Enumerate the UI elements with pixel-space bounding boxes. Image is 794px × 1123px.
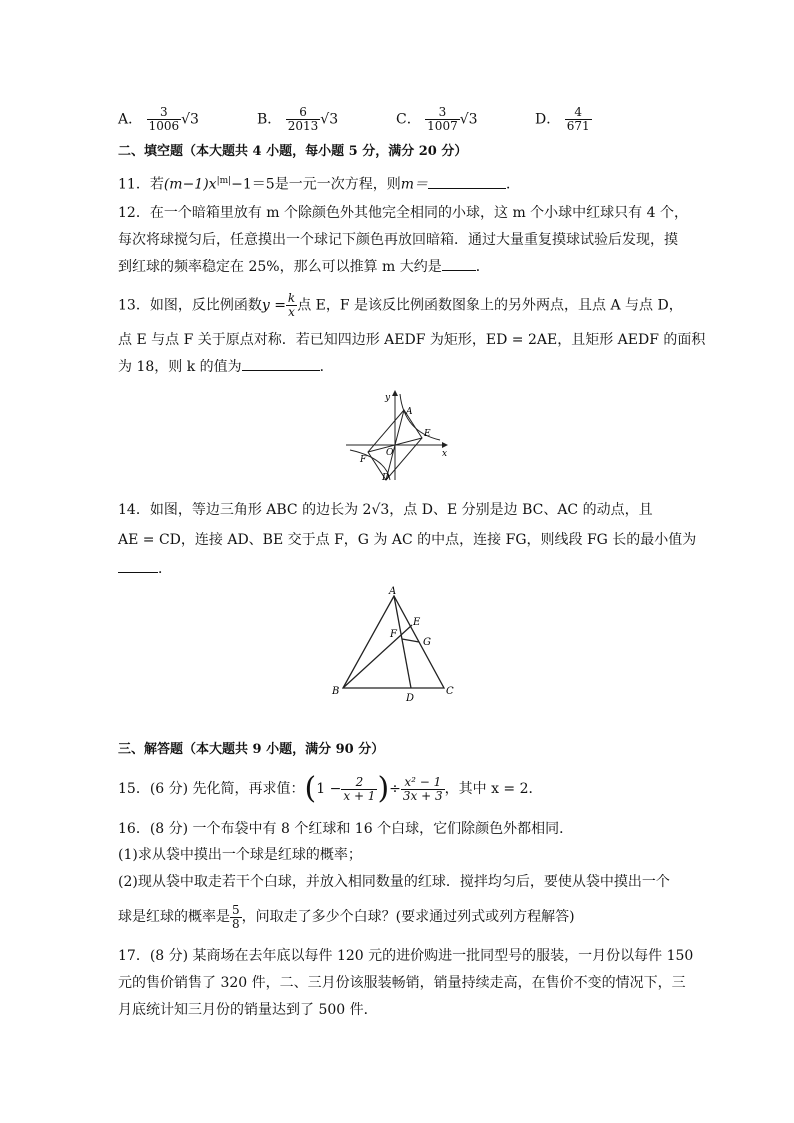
q14-label-g: G: [423, 637, 431, 648]
q14-label-f: F: [390, 629, 397, 640]
q16-line-2: (1)求从袋中摸出一个球是红球的概率；: [118, 847, 362, 863]
q11-prefix: 11．若: [118, 176, 164, 193]
q15-f2-numerator: x² − 1: [404, 774, 442, 789]
q11-middle: −1＝5是一元一次方程，则: [231, 176, 401, 193]
q13-label-o: O: [386, 448, 394, 458]
q11-expression: (m−1)x: [163, 176, 217, 193]
q16-line-4: [118, 902, 575, 936]
q16-line-1: 16．(8 分) 一个布袋中有 8 个红球和 16 个白球，它们除颜色外都相同．: [118, 821, 574, 837]
q14-label-e: E: [413, 617, 421, 628]
q14-segment-be: [343, 625, 412, 688]
section-2-title: 二、填空题（本大题共 4 小题，每小题 5 分，满分 20 分）: [118, 144, 468, 159]
q15-f1-denominator: x + 1: [343, 788, 376, 803]
option-a-root: √3: [181, 111, 199, 128]
q13-line-2: 点 E 与点 F 关于原点对称．若已知四边形 AEDF 为矩形，ED = 2AE，且矩形 AEDF 的面积: [118, 332, 706, 348]
q15-f1-numerator: 2: [355, 774, 364, 789]
q12-answer-blank[interactable]: [442, 258, 476, 271]
q15-paren-open: (: [304, 771, 317, 806]
q14-label-d: D: [406, 693, 415, 704]
option-c-denominator: 1007: [427, 119, 458, 133]
option-b-denominator: 2013: [287, 119, 319, 133]
q12-line-1: 12．在一个暗箱里放有 m 个除颜色外其他完全相同的小球，这 m 个小球中红球只有 4 个，: [118, 205, 688, 221]
q14-line-3-end: ．: [158, 561, 172, 577]
option-d-fraction: [565, 106, 592, 133]
q14-triangle-figure: [326, 584, 462, 704]
q14-answer-blank[interactable]: [118, 560, 158, 573]
q16-fraction-denominator: 8: [232, 916, 240, 931]
q17-line-1: 17．(8 分) 某商场在去年底以每件 120 元的进价购进一批同型号的服装，一月份以每件 150: [118, 948, 694, 964]
q13-x-arrow: [442, 442, 448, 448]
option-b: [257, 106, 338, 133]
q14-label-b: B: [332, 686, 340, 697]
q13-label-f: F: [360, 455, 367, 465]
option-a-denominator: 1006: [148, 119, 180, 133]
q16-line-3: (2)现从袋中取走若干个白球，并放入相同数量的红球．搅拌均匀后，要使从袋中摸出一个: [118, 874, 670, 890]
q11-end: ．: [506, 176, 520, 193]
q13-line-3-end: ．: [319, 359, 334, 375]
option-b-label: B．: [257, 111, 282, 128]
option-c-root: √3: [459, 111, 478, 128]
option-d-label: D．: [535, 111, 561, 128]
option-c-numerator: 3: [438, 105, 447, 119]
option-c: [396, 106, 478, 133]
option-b-fraction: [286, 106, 321, 133]
option-a-fraction: [147, 106, 182, 133]
q12-line-2: 每次将球搅匀后，任意摸出一个球记下颜色再放回暗箱．通过大量重复摸球试验后发现，摸: [118, 232, 678, 248]
option-c-label: C．: [396, 111, 421, 128]
q13-function-fraction: [286, 292, 297, 319]
q16-line-4-end: ，问取走了多少个白球？(要求通过列式或列方程解答): [241, 909, 575, 925]
q13-label-y: y: [385, 393, 391, 403]
option-b-numerator: 6: [299, 105, 307, 119]
q13-label-e: E: [424, 429, 431, 439]
option-c-fraction: [425, 106, 460, 133]
q13-line-3: [118, 357, 334, 377]
q15-prefix: 15．(6 分) 先化简，再求值：: [118, 781, 305, 797]
q13-hyperbola-figure: [342, 388, 454, 484]
option-d-numerator: 4: [574, 105, 582, 119]
q15-fraction-2: [401, 776, 445, 803]
section-3-title: 三、解答题（本大题共 9 小题，满分 90 分）: [118, 742, 385, 757]
option-d-denominator: 671: [566, 119, 590, 133]
q14-line-1: 14．如图，等边三角形 ABC 的边长为 2√3，点 D、E 分别是边 BC、AC 的动点，且: [118, 502, 653, 518]
q13-function-y: y =: [261, 297, 286, 314]
q14-line-2: AE = CD，连接 AD、BE 交于点 F，G 为 AC 的中点，连接 FG，则线段 FG 长的最小值为: [118, 532, 697, 548]
q13-line-1-start: 13．如图，反比例函数: [118, 297, 262, 314]
q12-line-3-end: ．: [475, 259, 490, 275]
q14-label-c: C: [446, 686, 454, 697]
q13-answer-blank[interactable]: [242, 358, 320, 371]
q11-answer-blank[interactable]: [428, 176, 506, 189]
option-d: [535, 106, 592, 133]
q13-label-a: A: [406, 407, 413, 417]
q11-exponent: |m|: [216, 176, 232, 186]
q16-probability-fraction: [230, 904, 242, 931]
q13-fn-numerator: k: [287, 291, 296, 305]
option-a-label: A．: [118, 111, 143, 128]
q12-line-3: [118, 257, 490, 277]
q12-line-3-text: 到红球的频率稳定在 25%，那么可以推算 m 大约是: [118, 259, 442, 275]
q11-variable: m＝: [400, 176, 428, 193]
q14-line-3: [118, 559, 172, 579]
q14-segment-ad: [394, 596, 411, 688]
q13-label-d: D: [382, 473, 390, 483]
q15-paren-close: ): [377, 771, 390, 806]
q13-line-3-text: 为 18，则 k 的值为: [118, 359, 242, 375]
q17-line-3: 月底统计知三月份的销量达到了 500 件．: [118, 1002, 378, 1018]
q15-one-minus: 1 −: [316, 781, 342, 797]
question-15: [118, 770, 543, 810]
question-11: [118, 171, 520, 195]
option-a: [118, 106, 199, 133]
q15-fraction-1: [341, 776, 377, 803]
q13-y-arrow: [392, 390, 398, 396]
option-a-numerator: 3: [160, 105, 168, 119]
q14-label-a: A: [389, 586, 397, 597]
q15-divide: ÷: [389, 781, 401, 797]
q16-fraction-numerator: 5: [232, 902, 240, 917]
q14-segment-fg: [402, 639, 419, 642]
q17-line-2: 元的售价销售了 320 件，二、三月份该服装畅销，销量持续走高，在售价不变的情况下，三: [118, 975, 686, 991]
option-b-root: √3: [320, 111, 339, 128]
q15-f2-denominator: 3x + 3: [402, 788, 443, 803]
q13-curve-upper: [400, 394, 440, 440]
q13-label-x: x: [442, 449, 448, 459]
q16-line-4-start: 球是红球的概率是: [118, 909, 230, 925]
q13-line-1-rest: 点 E，F 是该反比例函数图象上的另外两点，且点 A 与点 D，: [297, 297, 683, 314]
q15-suffix: ，其中 x = 2．: [444, 781, 543, 797]
q13-fn-denominator: x: [286, 305, 297, 319]
q13-line-1: [118, 292, 683, 319]
